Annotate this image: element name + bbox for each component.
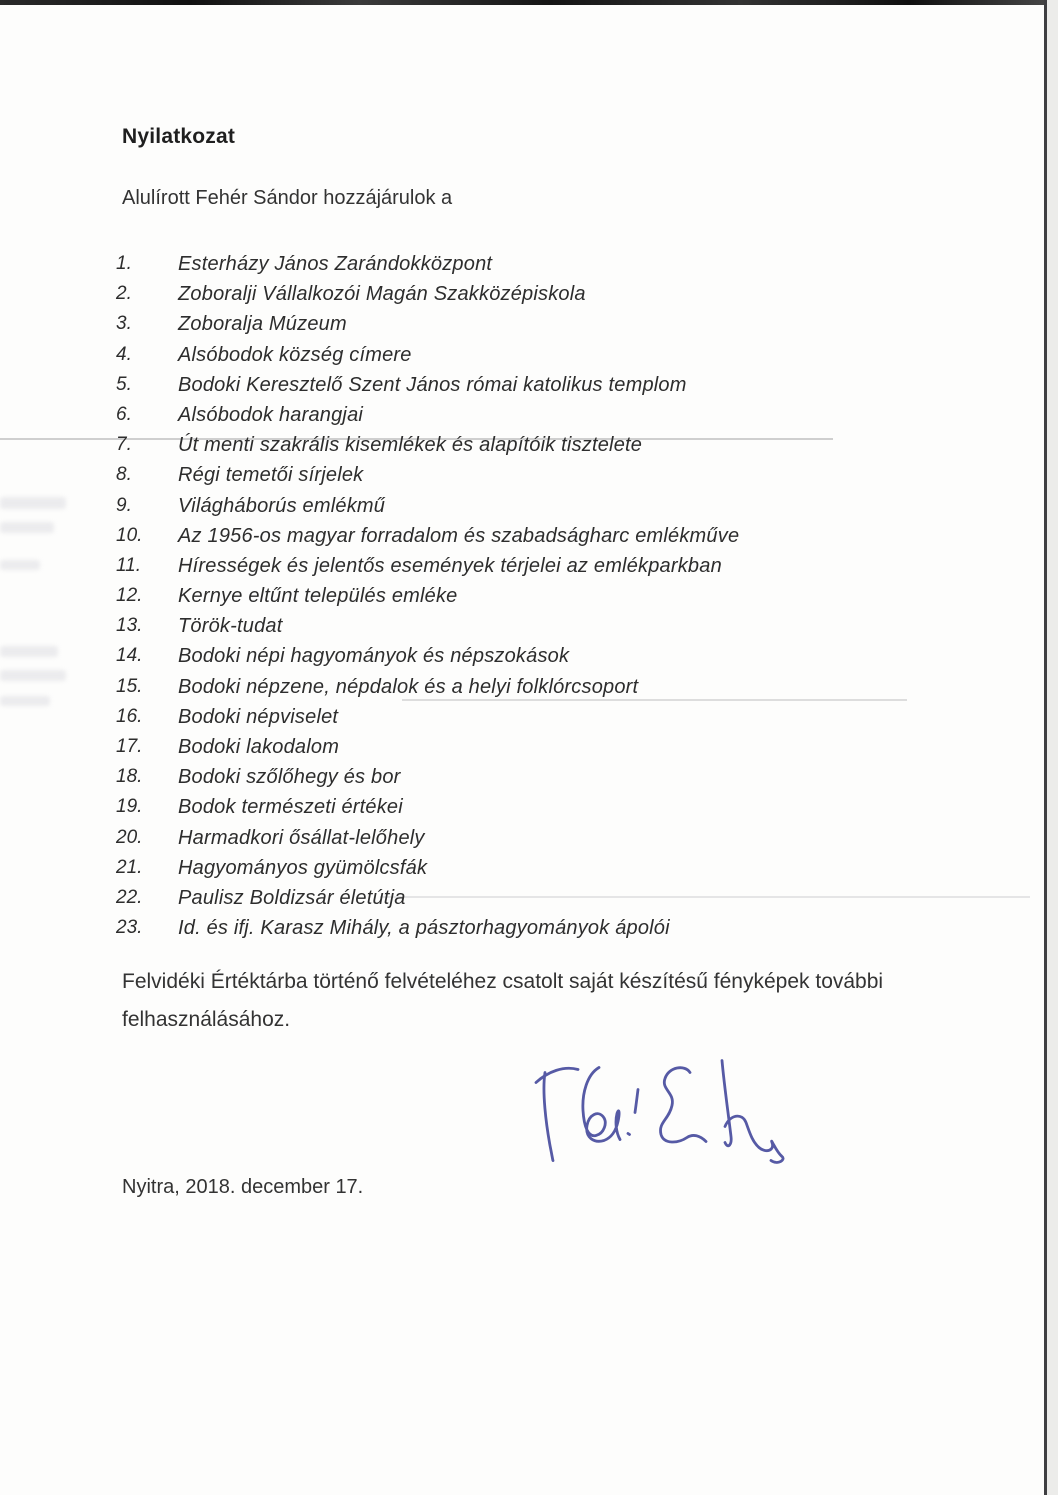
list-item-number: 13.: [116, 615, 143, 637]
list-item-number: 1.: [116, 253, 132, 274]
list-item: [116, 400, 996, 430]
list-item-text: Kernye eltűnt település emléke: [178, 585, 458, 608]
bleed-through-smudge: [0, 696, 50, 706]
list-item-number: 7.: [116, 434, 132, 456]
list-item-number: 4.: [116, 343, 132, 365]
list-item-text: Harmadkori ősállat-lelőhely: [178, 826, 425, 849]
bleed-through-smudge: [0, 560, 40, 570]
list-item-text: Alsóbodok harangjai: [178, 403, 364, 426]
scan-top-edge-artifact: [0, 0, 1058, 5]
list-item-number: 15.: [116, 675, 143, 697]
list-item-text: Világháborús emlékmű: [178, 494, 386, 517]
list-item-number: 17.: [116, 736, 143, 757]
list-item-text: Bodoki népi hagyományok és népszokások: [178, 645, 570, 668]
list-item: [116, 279, 996, 309]
list-item-number: 23.: [116, 917, 143, 939]
list-item-text: Bodoki szőlőhegy és bor: [178, 766, 401, 789]
list-item-number: 19.: [116, 796, 143, 818]
list-item: [116, 430, 996, 460]
list-item: [116, 641, 996, 671]
list-item-number: 2.: [116, 283, 132, 305]
list-item-text: Régi temetői sírjelek: [178, 464, 364, 487]
closing-paragraph: Felvidéki Értéktárba történő felvételéhez csatolt saját készítésű fényképek további felhasználásához.: [122, 970, 884, 1031]
list-item-number: 21.: [116, 856, 143, 878]
list-item: [116, 823, 996, 853]
list-item-text: Esterházy János Zarándokközpont: [178, 253, 493, 275]
list-item: [116, 340, 996, 370]
intro-line: Alulírott Fehér Sándor hozzájárulok a: [122, 187, 453, 209]
list-item-text: Paulisz Boldizsár életútja: [178, 886, 406, 909]
list-item-text: Zoboralja Múzeum: [178, 313, 347, 336]
list-item: [116, 702, 996, 732]
list-item: [116, 853, 996, 883]
list-item: [116, 309, 996, 339]
list-item: [116, 611, 996, 641]
list-item-text: Zoboralji Vállalkozói Magán Szakközépiskola: [178, 283, 586, 306]
list-item-text: Bodoki népzene, népdalok és a helyi folklórcsoport: [178, 675, 639, 698]
list-item-text: Az 1956-os magyar forradalom és szabadságharc emlékműve: [178, 524, 740, 547]
list-item-number: 5.: [116, 373, 132, 395]
list-item-text: Alsóbodok község címere: [178, 343, 412, 366]
list-item: [116, 732, 996, 762]
list-item-number: 3.: [116, 313, 132, 335]
list-item: [116, 792, 996, 822]
list-item: [116, 491, 996, 521]
list-item-number: 16.: [116, 705, 143, 727]
list-item: [116, 913, 996, 943]
list-item-number: 9.: [116, 494, 132, 516]
handwritten-signature: [528, 1052, 796, 1190]
list-item-text: Id. és ifj. Karasz Mihály, a pásztorhagyományok ápolói: [178, 917, 670, 940]
bleed-through-smudge: [0, 522, 54, 533]
list-item-text: Út menti szakrális kisemlékek és alapítóik tisztelete: [178, 434, 643, 457]
list-item-number: 20.: [116, 826, 143, 848]
list-item-number: 10.: [116, 524, 143, 546]
signature-strokes: [536, 1061, 783, 1163]
list-item: [116, 581, 996, 611]
bleed-through-smudge: [0, 670, 66, 681]
list-item: [116, 672, 996, 702]
list-item-number: 14.: [116, 645, 143, 667]
list-item: [116, 883, 996, 913]
list-item-text: Bodoki népviselet: [178, 705, 339, 728]
list-item: [116, 521, 996, 551]
list-item-number: 6.: [116, 403, 132, 425]
list-item-number: 22.: [116, 886, 143, 908]
list-item-number: 8.: [116, 464, 132, 486]
list-item-text: Bodok természeti értékei: [178, 796, 403, 819]
list-item-number: 11.: [116, 554, 142, 576]
list-item-text: Hagyományos gyümölcsfák: [178, 856, 428, 879]
bleed-through-smudge: [0, 646, 58, 657]
list-item-number: 12.: [116, 585, 143, 607]
list-item: [116, 460, 996, 490]
list-item-text: Hírességek és jelentős események térjelei az emlékparkban: [178, 554, 722, 577]
list-item-text: Török-tudat: [178, 615, 283, 638]
list-item: [116, 370, 996, 400]
scan-right-margin: [1047, 0, 1058, 1495]
scan-right-edge-artifact: [1044, 0, 1047, 1495]
date-line: Nyitra, 2018. december 17.: [122, 1176, 364, 1198]
list-item: [116, 762, 996, 792]
list-item: [116, 249, 996, 279]
list-item-text: Bodoki Keresztelő Szent János római katolikus templom: [178, 373, 687, 396]
document-title: Nyilatkozat: [122, 125, 236, 148]
list-item-text: Bodoki lakodalom: [178, 736, 340, 758]
bleed-through-smudge: [0, 497, 66, 509]
numbered-list: [116, 249, 996, 943]
list-item: [116, 551, 996, 581]
list-item-number: 18.: [116, 766, 143, 788]
